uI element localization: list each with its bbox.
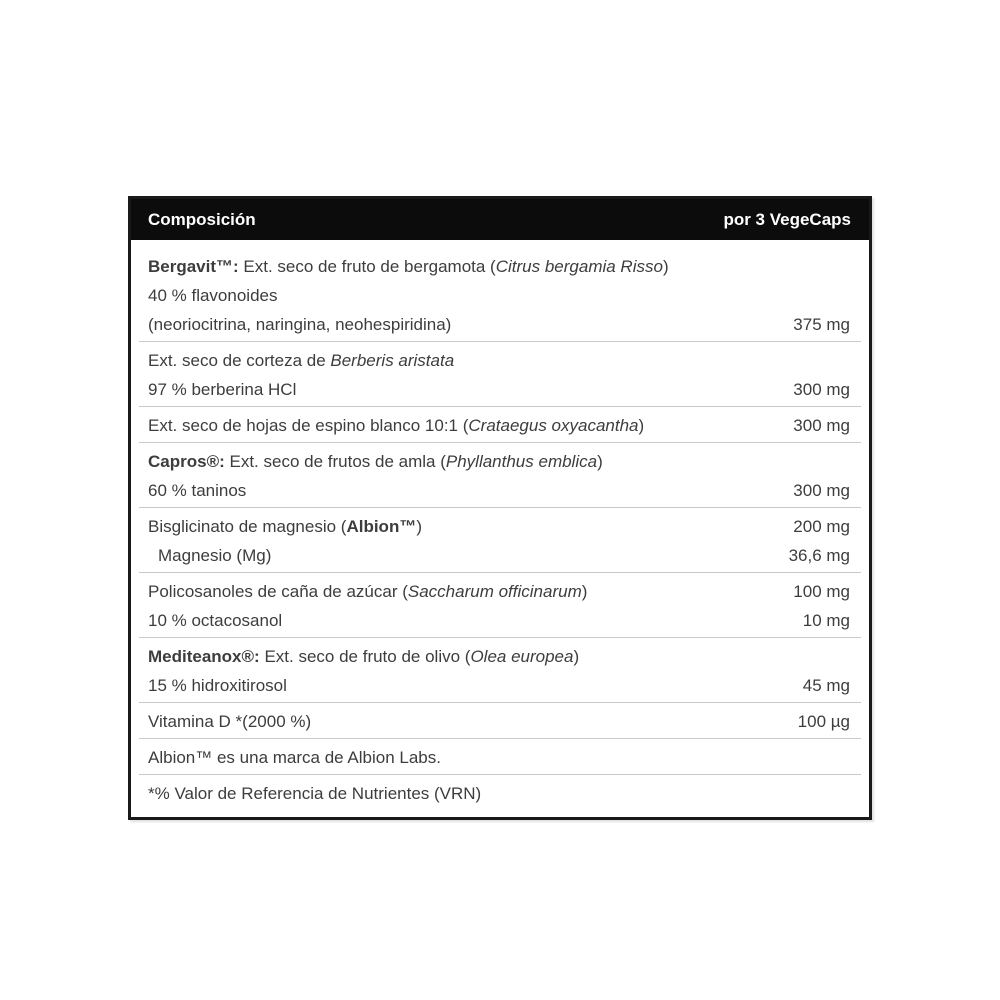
composition-table-header: [131, 199, 869, 240]
ingredient-group: [131, 742, 869, 778]
text-segment: ): [573, 647, 580, 666]
amount-value: 200 mg: [793, 517, 850, 536]
table-row: [131, 606, 869, 635]
amount-value: 100 mg: [793, 582, 850, 601]
text-segment: Albion™: [346, 517, 417, 536]
table-row: [131, 707, 869, 736]
ingredient-text: [148, 707, 782, 736]
table-row: [131, 411, 869, 440]
ingredient-text: [148, 779, 850, 808]
text-segment: Saccharum officinarum: [407, 582, 582, 601]
ingredient-text: [148, 743, 850, 772]
table-row: [131, 671, 869, 700]
ingredient-text: [148, 252, 850, 281]
text-segment: 40 % flavonoides: [148, 286, 278, 305]
text-segment: ): [638, 416, 645, 435]
ingredient-text: [148, 512, 777, 541]
text-segment: Bisglicinato de magnesio (: [148, 517, 347, 536]
text-segment: Berberis aristata: [330, 351, 455, 370]
text-segment: Bergavit™:: [148, 257, 239, 276]
text-segment: Albion™ es una marca de Albion Labs.: [148, 748, 441, 767]
table-row: [131, 779, 869, 808]
ingredient-text: [148, 281, 850, 310]
amount-value: 300 mg: [793, 481, 850, 500]
serving-size-label: por 3 VegeCaps: [723, 209, 851, 229]
amount-value: 300 mg: [793, 416, 850, 435]
ingredient-group: [131, 345, 869, 410]
text-segment: *% Valor de Referencia de Nutrientes (VRN): [148, 784, 482, 803]
ingredient-text: [148, 642, 850, 671]
table-row: [131, 310, 869, 339]
text-segment: 15 % hidroxitirosol: [148, 676, 287, 695]
amount-value: 375 mg: [793, 315, 850, 334]
text-segment: Vitamina D *(2000 %): [148, 712, 312, 731]
ingredient-group: [131, 410, 869, 446]
ingredient-group: [131, 446, 869, 511]
ingredient-text: [148, 476, 777, 505]
amount-value: 100 µg: [797, 712, 850, 731]
text-segment: Phyllanthus emblica: [445, 452, 598, 471]
table-row: [131, 346, 869, 375]
ingredient-group: [131, 706, 869, 742]
table-row: [131, 281, 869, 310]
text-segment: Mediteanox®:: [148, 647, 260, 666]
ingredient-group: [131, 511, 869, 576]
ingredient-text: [148, 671, 787, 700]
table-title: Composición: [148, 209, 256, 229]
text-segment: Citrus bergamia Risso: [495, 257, 663, 276]
text-segment: (neoriocitrina, naringina, neohespiridina): [148, 315, 452, 334]
text-segment: Olea europea: [470, 647, 574, 666]
text-segment: Ext. seco de fruto de bergamota (: [238, 257, 496, 276]
table-row: [131, 642, 869, 671]
text-segment: ): [416, 517, 423, 536]
table-row: [131, 743, 869, 772]
text-segment: 97 % berberina HCl: [148, 380, 297, 399]
amount-value: 36,6 mg: [788, 546, 850, 565]
text-segment: ): [662, 257, 669, 276]
text-segment: Ext. seco de fruto de olivo (: [259, 647, 471, 666]
ingredient-text: [158, 541, 773, 570]
ingredient-text: [148, 375, 777, 404]
ingredient-text: [148, 310, 777, 339]
table-row: [131, 252, 869, 281]
ingredient-text: [148, 346, 850, 375]
ingredient-group: [131, 576, 869, 641]
text-segment: Magnesio (Mg): [158, 546, 272, 565]
text-segment: Capros®:: [148, 452, 225, 471]
table-row: [131, 541, 869, 570]
text-segment: 10 % octacosanol: [148, 611, 283, 630]
table-row: [131, 447, 869, 476]
ingredient-group: [131, 641, 869, 706]
composition-table: [128, 196, 872, 820]
ingredient-text: [148, 606, 787, 635]
table-row: [131, 476, 869, 505]
table-row: [131, 375, 869, 404]
ingredient-text: [148, 411, 777, 440]
ingredient-text: [148, 447, 850, 476]
amount-value: 300 mg: [793, 380, 850, 399]
text-segment: Ext. seco de frutos de amla (: [224, 452, 446, 471]
text-segment: ): [581, 582, 588, 601]
table-row: [131, 512, 869, 541]
text-segment: ): [597, 452, 603, 471]
text-segment: Policosanoles de caña de azúcar (: [148, 582, 408, 601]
ingredient-text: [148, 577, 777, 606]
ingredient-group: [131, 778, 869, 809]
text-segment: Crataegus oxyacantha: [468, 416, 639, 435]
ingredient-group: [131, 251, 869, 345]
amount-value: 10 mg: [802, 611, 850, 630]
composition-rows: [131, 240, 869, 817]
text-segment: Ext. seco de corteza de: [148, 351, 331, 370]
amount-value: 45 mg: [802, 676, 850, 695]
table-row: [131, 577, 869, 606]
text-segment: 60 % taninos: [148, 481, 247, 500]
text-segment: Ext. seco de hojas de espino blanco 10:1 (: [148, 416, 469, 435]
